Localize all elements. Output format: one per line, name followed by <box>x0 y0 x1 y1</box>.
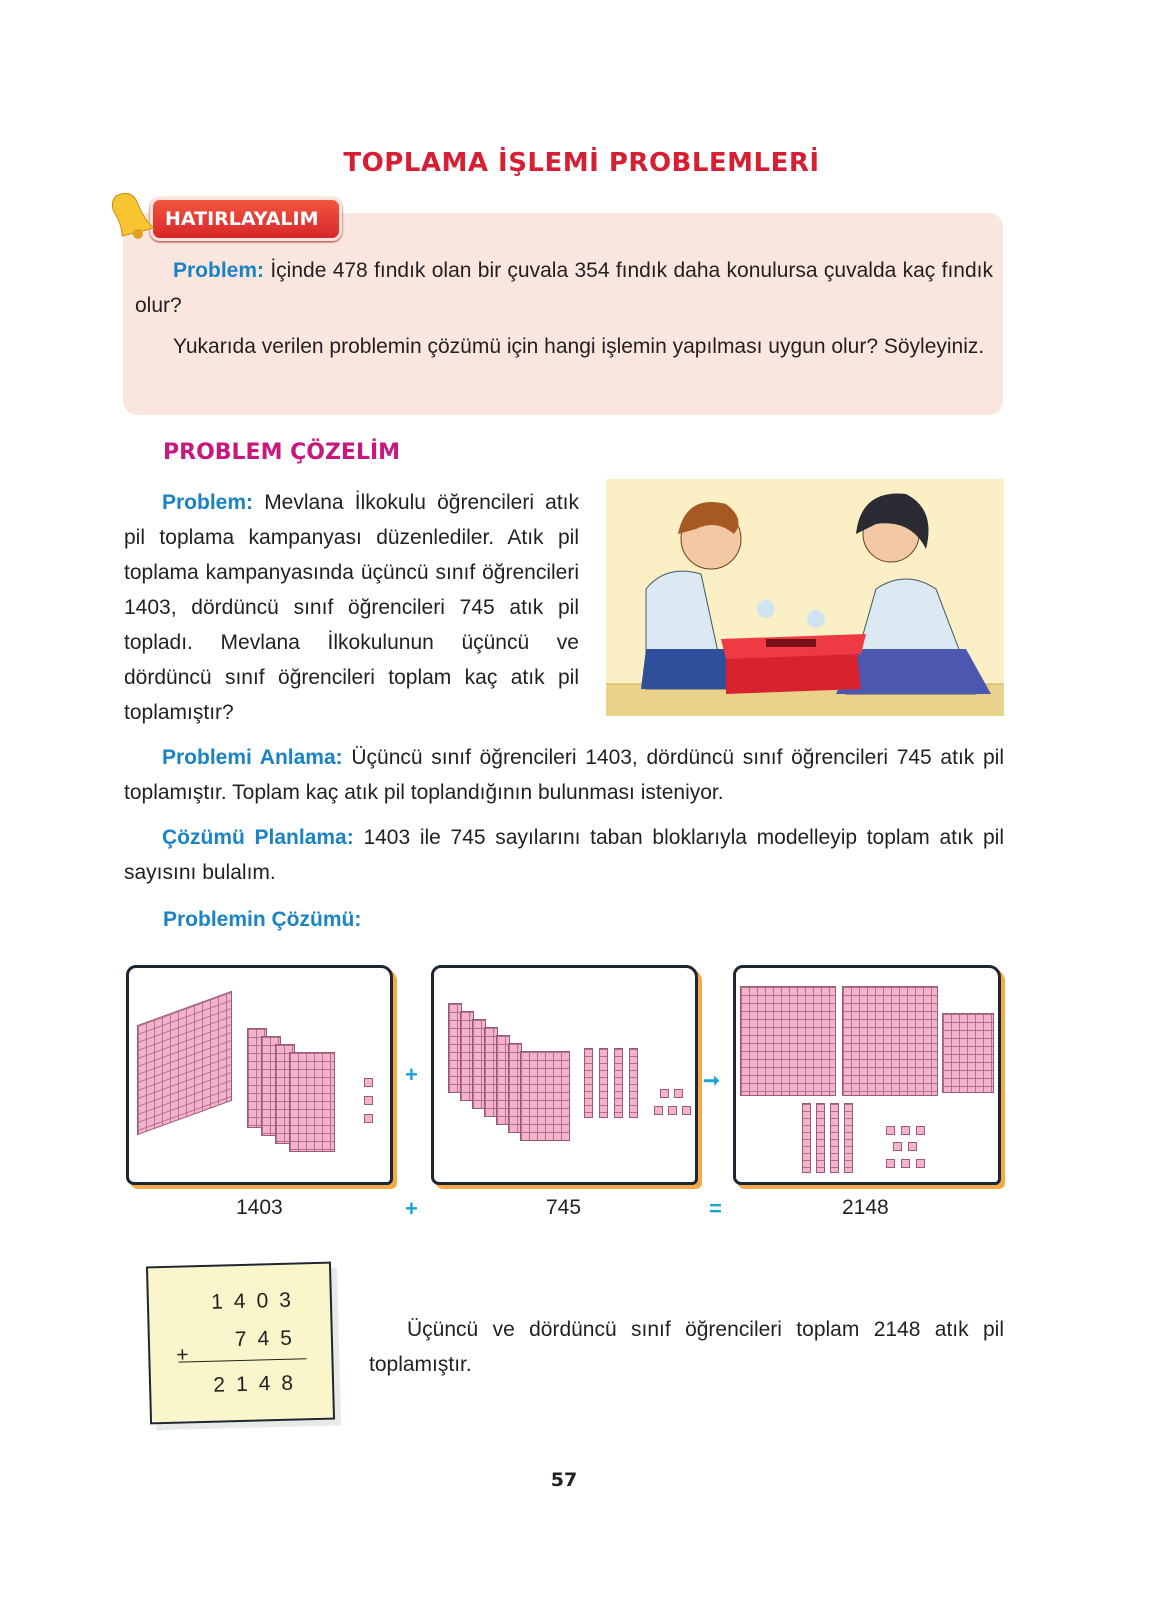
addend-1: 1403 <box>210 1288 303 1314</box>
planning-label: Çözümü Planlama: <box>162 826 354 849</box>
unit-cube <box>364 1114 373 1123</box>
unit-cube <box>364 1078 373 1087</box>
remember-question: Yukarıda verilen problemin çözümü için hangi işlemin yapılması uygun olur? Söyleyiniz. <box>173 335 985 358</box>
understanding-label: Problemi Anlama: <box>162 746 343 769</box>
bell-icon <box>108 190 156 240</box>
unit-cube <box>364 1096 373 1105</box>
blocks-panel-2148 <box>733 965 1001 1185</box>
column-addition-note <box>146 1262 335 1425</box>
problem-label: Problem: <box>173 259 265 282</box>
planning-paragraph <box>124 820 1004 890</box>
addend-2: 745 <box>234 1326 304 1352</box>
plus-operator: + <box>175 1343 189 1367</box>
unit-cube <box>916 1126 925 1135</box>
ten-rod <box>599 1048 608 1118</box>
equals-label: = <box>709 1196 722 1221</box>
hundred-flat <box>289 1052 335 1152</box>
battery-collection-illustration <box>606 479 1004 716</box>
ten-rod <box>802 1103 811 1173</box>
thousand-cube <box>842 986 938 1096</box>
solution-label: Problemin Çözümü: <box>163 908 362 931</box>
blocks-panel-1403 <box>126 965 393 1185</box>
page-number: 57 <box>550 1469 578 1491</box>
unit-cube <box>893 1142 902 1151</box>
plus-label: + <box>405 1196 418 1221</box>
unit-cube <box>901 1126 910 1135</box>
unit-cube <box>668 1106 677 1115</box>
unit-cube <box>674 1089 683 1098</box>
ten-rod <box>629 1048 638 1118</box>
page-title: TOPLAMA İŞLEMİ PROBLEMLERİ <box>343 148 820 178</box>
thousand-cube <box>740 986 836 1096</box>
thousand-cube <box>137 991 232 1136</box>
arrow-right-icon: ➞ <box>703 1070 720 1092</box>
hundred-flat <box>942 1013 994 1093</box>
blocks-panel-745 <box>431 965 698 1185</box>
sum-label: 2148 <box>842 1196 889 1219</box>
problem-label: Problem: <box>162 491 254 514</box>
addend-1-label: 1403 <box>236 1196 283 1219</box>
unit-cube <box>886 1159 895 1168</box>
unit-cube <box>886 1126 895 1135</box>
conclusion: Üçüncü ve dördüncü sınıf öğrencileri toplam 2148 atık pil toplamıştır. <box>369 1318 1004 1376</box>
problem-text: İçinde 478 fındık olan bir çuvala 354 fındık daha konulursa çuvalda kaç fındık olur? <box>135 259 993 317</box>
unit-cube <box>916 1159 925 1168</box>
ten-rod <box>816 1103 825 1173</box>
unit-cube <box>660 1089 669 1098</box>
ten-rod <box>584 1048 593 1118</box>
unit-cube <box>682 1106 691 1115</box>
sum-line <box>178 1358 306 1362</box>
hundred-flat <box>520 1051 570 1141</box>
unit-cube <box>908 1142 917 1151</box>
problem-text: Mevlana İlkokulu öğrencileri atık pil toplama kampanyası düzenlediler. Atık pil toplama kampanyasında üçüncü sınıf öğrencileri 1403, dördüncü sınıf öğrencileri 745 atık pil topladı. Mevlana İlkokulunun üçüncü ve dördüncü sınıf öğrencileri toplam kaç atık pil toplamıştır? <box>124 491 579 724</box>
ten-rod <box>830 1103 839 1173</box>
understanding-paragraph <box>124 740 1004 810</box>
addend-2-label: 745 <box>546 1196 582 1219</box>
ten-rod <box>844 1103 853 1173</box>
plus-sign: + <box>405 1062 418 1087</box>
ten-rod <box>614 1048 623 1118</box>
unit-cube <box>654 1106 663 1115</box>
section-title: PROBLEM ÇÖZELİM <box>163 440 401 465</box>
remember-badge: HATIRLAYALIM <box>150 197 342 241</box>
problem-paragraph <box>124 485 579 730</box>
remember-problem <box>135 253 993 323</box>
addition-result: 2148 <box>213 1371 305 1397</box>
understanding-text: Üçüncü sınıf öğrencileri 1403, dördüncü sınıf öğrencileri 745 atık pil toplamıştır. Toplam kaç atık pil toplandığının bulunması isteniyor. <box>124 746 1004 804</box>
unit-cube <box>901 1159 910 1168</box>
planning-text: 1403 ile 745 sayılarını taban bloklarıyla modelleyip toplam atık pil sayısını bulalım. <box>124 826 1005 884</box>
